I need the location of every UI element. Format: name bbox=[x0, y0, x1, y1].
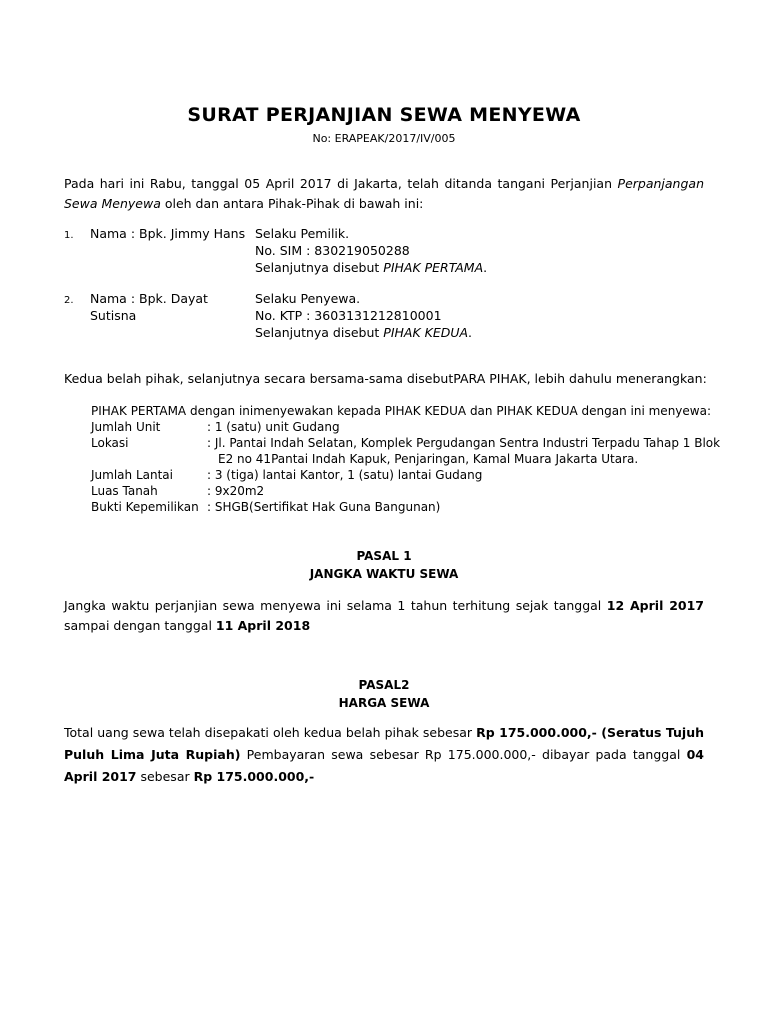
detail-row bbox=[91, 451, 638, 467]
party-1-alias-suffix: . bbox=[483, 260, 488, 275]
pasal-2-subheading: HARGA SEWA bbox=[338, 696, 430, 710]
detail-label: Lokasi bbox=[91, 436, 129, 450]
pasal-2-paragraph bbox=[64, 722, 704, 788]
document-title: SURAT PERJANJIAN SEWA MENYEWA bbox=[187, 104, 581, 126]
party-2-alias-prefix: Selanjutnya disebut bbox=[255, 325, 384, 340]
statement-text-1: Kedua belah pihak, selanjutnya secara bersama-sama disebut bbox=[64, 371, 454, 386]
intro-paragraph bbox=[64, 174, 704, 214]
detail-label: Jumlah Lantai bbox=[91, 468, 173, 482]
lease-party-3: PIHAK KEDUA bbox=[496, 404, 578, 418]
intro-italic: Perpanjangan Sewa Menyewa bbox=[64, 176, 704, 211]
party-2-number: 2. bbox=[64, 295, 74, 306]
pasal-2-total-amount: Rp 175.000.000,- (Seratus Tujuh Puluh Lima Juta Rupiah) bbox=[64, 725, 704, 762]
detail-row bbox=[91, 467, 482, 483]
detail-row bbox=[91, 419, 340, 435]
pasal-2-payment-amount: Rp 175.000.000,- bbox=[193, 769, 315, 784]
pasal-2-text-1: Total uang sewa telah disepakati oleh kedua belah pihak sebesar bbox=[64, 725, 477, 740]
detail-value: : Jl. Pantai Indah Selatan, Komplek Pergudangan Sentra Industri Terpadu Tahap 1 Blok bbox=[207, 436, 721, 450]
party-1-alias: PIHAK PERTAMA bbox=[383, 260, 484, 275]
pasal-2-text-3: sebesar bbox=[136, 769, 194, 784]
party-1-number: 1. bbox=[64, 230, 74, 241]
pasal-1-text-1: Jangka waktu perjanjian sewa menyewa ini selama 1 tahun terhitung sejak tanggal bbox=[64, 598, 607, 613]
intro-text-1: Pada hari ini Rabu, tanggal 05 April 2017 di Jakarta, telah ditanda tangani Perjanjian bbox=[64, 176, 618, 191]
detail-row bbox=[91, 499, 440, 515]
lease-text-2: dan bbox=[466, 404, 497, 418]
party-2-id: No. KTP : 3603131212810001 bbox=[255, 308, 442, 323]
detail-value: E2 no 41Pantai Indah Kapuk, Penjaringan, Kamal Muara Jakarta Utara. bbox=[218, 452, 639, 466]
party-2-name-line1: Nama : Bpk. Dayat bbox=[90, 291, 208, 306]
party-2-alias-suffix: . bbox=[468, 325, 473, 340]
detail-label: Luas Tanah bbox=[91, 484, 158, 498]
statement-line bbox=[64, 371, 707, 387]
party-1-name: Nama : Bpk. Jimmy Hans bbox=[90, 226, 246, 241]
detail-row bbox=[91, 435, 720, 451]
detail-label: Bukti Kepemilikan bbox=[91, 500, 199, 514]
pasal-1-paragraph bbox=[64, 596, 704, 636]
detail-value: : 1 (satu) unit Gudang bbox=[207, 420, 340, 434]
detail-label: Jumlah Unit bbox=[91, 420, 161, 434]
pasal-1-subheading: JANGKA WAKTU SEWA bbox=[309, 567, 459, 581]
detail-row bbox=[91, 483, 264, 499]
party-1-alias-prefix: Selanjutnya disebut bbox=[255, 260, 384, 275]
party-2-alias-line bbox=[255, 325, 472, 341]
pasal-2-heading: PASAL2 bbox=[358, 678, 410, 692]
lease-text-1: dengan inimenyewakan kepada bbox=[186, 404, 385, 418]
lease-intro-line bbox=[91, 403, 711, 419]
party-2-name-line2: Sutisna bbox=[90, 308, 137, 323]
party-1-role: Selaku Pemilik. bbox=[255, 226, 350, 241]
party-2-role: Selaku Penyewa. bbox=[255, 291, 361, 306]
pasal-1-text-2: sampai dengan tanggal bbox=[64, 618, 216, 633]
lease-party-1: PIHAK PERTAMA bbox=[91, 404, 187, 418]
pasal-1-end-date: 11 April 2018 bbox=[215, 618, 311, 633]
pasal-2-text-2: Pembayaran sewa sebesar Rp 175.000.000,- dibayar pada tanggal bbox=[240, 747, 687, 762]
intro-text-2: oleh dan antara Pihak-Pihak di bawah ini: bbox=[160, 196, 424, 211]
detail-value: : SHGB(Sertifikat Hak Guna Bangunan) bbox=[207, 500, 441, 514]
party-1-id: No. SIM : 830219050288 bbox=[255, 243, 410, 258]
lease-text-3: dengan ini menyewa: bbox=[577, 404, 711, 418]
document-number: No: ERAPEAK/2017/IV/005 bbox=[312, 132, 456, 145]
party-1-alias-line bbox=[255, 260, 487, 276]
pasal-1-heading: PASAL 1 bbox=[356, 549, 412, 563]
statement-bold: PARA PIHAK bbox=[453, 371, 527, 386]
statement-text-2: , lebih dahulu menerangkan: bbox=[526, 371, 707, 386]
party-2-alias: PIHAK KEDUA bbox=[383, 325, 469, 340]
pasal-2-payment-date: 04 April 2017 bbox=[64, 747, 704, 784]
pasal-1-start-date: 12 April 2017 bbox=[606, 598, 705, 613]
detail-value: : 9x20m2 bbox=[207, 484, 265, 498]
detail-value: : 3 (tiga) lantai Kantor, 1 (satu) lantai Gudang bbox=[207, 468, 483, 482]
lease-party-2: PIHAK KEDUA bbox=[384, 404, 467, 418]
